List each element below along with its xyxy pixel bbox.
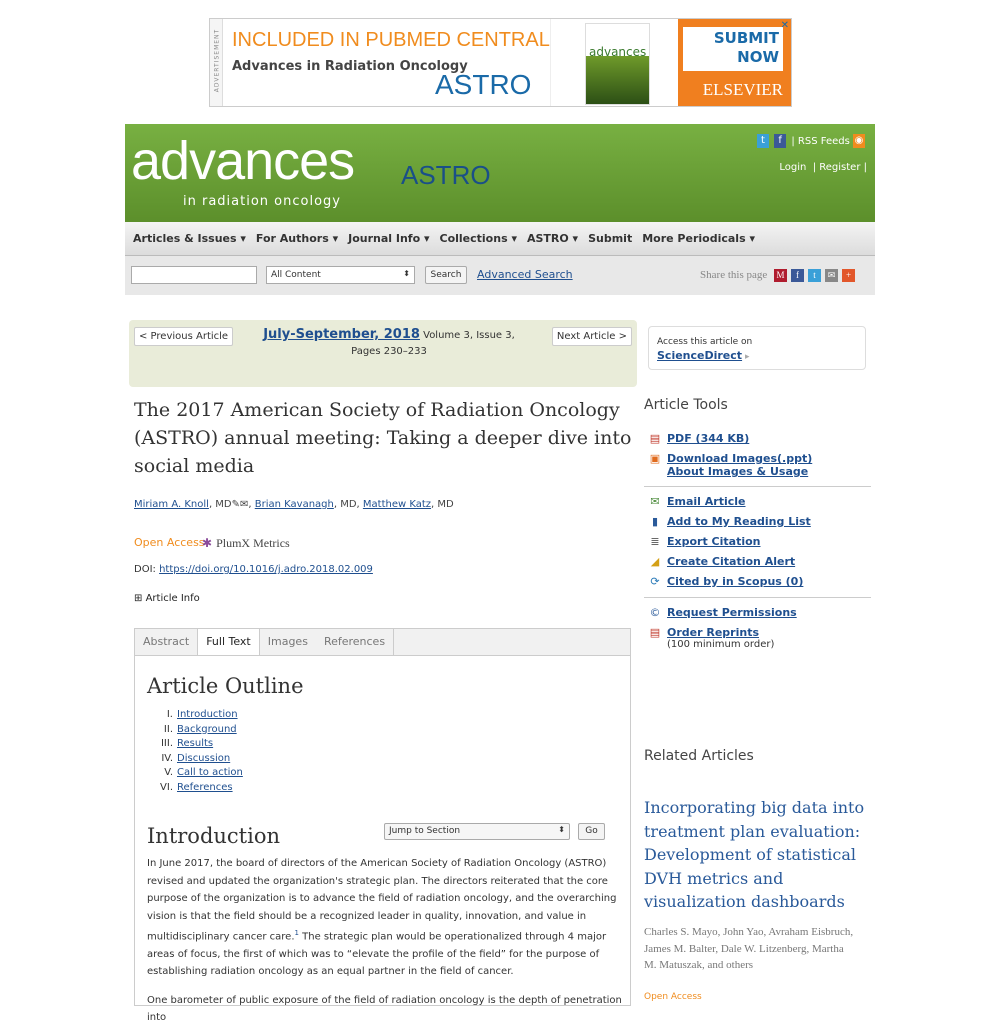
more-share-icon[interactable]: + [842,269,855,282]
bookmark-icon: ▮ [651,515,659,528]
search-button[interactable]: Search [425,266,467,284]
social-links: t f | RSS Feeds ◉ [757,134,867,148]
author-list: Miriam A. Knoll, MD✎✉, Brian Kavanagh, MD, Matthew Katz, MD [134,499,454,510]
pdf-link[interactable]: PDF (344 KB) [667,432,750,445]
ad-orange-panel [678,19,791,106]
nav-submit[interactable]: Submit [588,232,633,245]
tab-abstract[interactable]: Abstract [143,635,190,648]
ad-side-label: ADVERTISEMENT [210,19,223,106]
article-info-toggle[interactable]: ⊞ Article Info [134,593,200,604]
issue-info [259,327,519,360]
search-scope-select[interactable]: All Content ⬍ [266,266,415,284]
plumx-metrics-link[interactable]: ✱ PlumX Metrics [202,536,290,550]
permissions-icon: © [649,606,661,619]
sciencedirect-link[interactable]: ScienceDirect [657,349,743,362]
ppt-icon: ▣ [649,452,661,465]
ad-close-icon[interactable]: ✕ [780,20,789,31]
email-icon: ✉ [650,495,660,508]
twitter-share-icon[interactable]: t [808,269,821,282]
main-nav [125,222,875,256]
journal-logo-subtitle: in radiation oncology [183,194,341,209]
journal-header [125,124,875,222]
issue-date-link[interactable]: July-September, 2018 [263,327,420,342]
nav-journal-info[interactable]: Journal Info ▾ [348,232,430,245]
author-link[interactable]: Matthew Katz [362,499,432,510]
ad-submit-button[interactable]: SUBMIT NOW [683,27,783,71]
download-images-link[interactable]: Download Images(.ppt) [667,452,813,465]
jump-to-section-select[interactable]: Jump to Section ⬍ [384,823,570,840]
tab-images[interactable]: Images [267,635,308,648]
facebook-share-icon[interactable]: f [791,269,804,282]
outline-item: IV. Discussion [147,752,243,767]
outline-link[interactable]: References [177,781,233,793]
issue-volume: Volume 3, Issue 3, [423,330,515,341]
citation-alert-link[interactable]: Create Citation Alert [667,555,796,568]
issue-navigation [129,320,637,387]
previous-article-button[interactable]: < Previous Article [134,327,233,346]
outline-link[interactable]: Discussion [177,752,231,764]
related-open-access-badge: Open Access [644,992,702,1002]
chevron-right-icon: ▸ [744,352,750,362]
advertisement-banner[interactable] [209,18,792,107]
rss-icon[interactable]: ◉ [854,135,864,146]
order-reprints-link[interactable]: Order Reprints [667,626,760,639]
article-title: The 2017 American Society of Radiation Oncology (ASTRO) annual meeting: Taking a deeper dive into social media [134,399,632,477]
next-article-button[interactable]: Next Article > [552,327,632,346]
nav-more-periodicals[interactable]: More Periodicals ▾ [642,232,755,245]
mendeley-icon[interactable]: M [774,269,787,282]
ad-elsevier-logo: ELSEVIER [702,80,783,99]
ad-astro-logo: ASTRO [435,69,532,100]
doi: DOI: https://doi.org/10.1016/j.adro.2018.02.009 [134,564,373,575]
related-articles-heading: Related Articles [644,748,754,764]
email-share-icon[interactable]: ✉ [825,269,838,282]
scopus-icon: ⟳ [650,575,660,588]
outline-item: I. Introduction [147,708,243,723]
facebook-icon[interactable]: f [774,134,786,148]
article-tabs [134,628,631,656]
divider [644,486,871,487]
about-images-link[interactable]: About Images & Usage [667,465,809,478]
select-arrow-icon: ⬍ [558,825,565,834]
doi-link[interactable]: https://doi.org/10.1016/j.adro.2018.02.009 [159,564,373,575]
outline-link[interactable]: Background [177,723,237,735]
outline-link[interactable]: Results [177,738,214,750]
author-link[interactable]: Brian Kavanagh [254,499,334,510]
export-icon: ≣ [650,535,660,548]
alert-icon: ◢ [650,555,660,568]
ad-subtitle: Advances in Radiation Oncology [232,59,468,74]
outline-link[interactable]: Call to action [177,767,243,779]
open-access-badge: Open Access [134,536,205,549]
astro-logo[interactable]: ASTRO [401,160,491,190]
select-arrow-icon: ⬍ [403,269,410,278]
auth-links: Login | Register | [779,162,867,173]
article-tools: ▤ PDF (344 KB) ▣ Download Images(.ppt) About Images & Usage ✉ Email Article ▮ Add to My Reading List ≣ Export Citation ◢ Create Citation Alert ⟳ Cited by in Scopus (0) © Request Permissions ▤ Order Reprints (100 minimum order) [648,432,871,656]
ad-title: INCLUDED IN PUBMED CENTRAL [232,29,550,51]
reading-list-link[interactable]: Add to My Reading List [667,515,811,528]
email-article-link[interactable]: Email Article [667,495,746,508]
nav-articles-issues[interactable]: Articles & Issues ▾ [133,232,246,245]
author-link[interactable]: Miriam A. Knoll [134,499,209,510]
search-bar [125,256,875,295]
journal-logo[interactable]: advances [131,131,355,191]
search-input[interactable] [131,266,257,284]
expand-icon: ⊞ [134,593,143,604]
introduction-paragraph: One barometer of public exposure of the field of radiation oncology is the depth of penetration into [147,995,622,1023]
register-link[interactable]: Register [819,162,861,173]
introduction-heading: Introduction [147,824,280,848]
nav-for-authors[interactable]: For Authors ▾ [255,232,339,245]
related-article-title[interactable]: Incorporating big data into treatment plan evaluation: Development of statistical DVH metrics and visualization dashboards [644,798,865,911]
tab-references[interactable]: References [316,629,394,655]
twitter-icon[interactable]: t [757,134,769,148]
divider [644,597,871,598]
access-label: Access this article on [657,337,753,347]
article-outline [147,708,243,796]
outline-link[interactable]: Introduction [177,709,238,720]
nav-collections[interactable]: Collections ▾ [439,232,517,245]
request-permissions-link[interactable]: Request Permissions [667,606,797,619]
issue-pages: Pages 230–233 [351,346,427,357]
reference-link[interactable]: 1 [294,929,299,937]
sciencedirect-access-box [648,326,866,370]
outline-heading: Article Outline [147,674,304,698]
article-tools-heading: Article Tools [644,397,728,413]
full-text-panel [134,656,631,1023]
export-citation-link[interactable]: Export Citation [667,535,761,548]
login-link[interactable]: Login [779,162,807,173]
advanced-search-link[interactable]: Advanced Search [477,268,573,281]
rss-feeds-link[interactable]: RSS Feeds [797,136,850,147]
outline-item: V. Call to action [147,766,243,781]
outline-item: VI. References [147,781,243,796]
introduction-paragraph: In June 2017, the board of directors of the American Society of Radiation Oncology (ASTRO) revised and updated the organization's strategic plan. The directors reiterated that the core purpose of the organization is to advance the field of radiation oncology, and the overarching vision is that the field should be a recognized leader in quality, innovation, and value in multidisciplinary cancer care.$^1$ The strategic plan would be operationalized through 4 major areas of focus, the first of which was to “elevate the profile of the field” for the purpose of establishing radiation oncology as an equal partner in the field of cancer. [147,858,617,978]
cited-by-scopus-link[interactable]: Cited by in Scopus (0) [667,575,804,588]
ad-journal-cover: advances [550,19,678,106]
share-this-page: Share this page M f t ✉ + [700,269,855,282]
outline-item: II. Background [147,723,243,738]
nav-astro[interactable]: ASTRO ▾ [526,232,579,245]
pdf-icon: ▤ [649,432,661,445]
correspondence-icon[interactable]: ✎✉ [231,499,249,510]
related-article-authors: Charles S. Mayo, John Yao, Avraham Eisbruch, James M. Balter, Dale W. Litzenberg, Martha M. Matuszak, and others [644,926,854,972]
go-button[interactable]: Go [578,823,605,840]
plumx-icon: ✱ [202,536,213,550]
tab-full-text[interactable]: Full Text [197,629,260,655]
outline-item: III. Results [147,737,243,752]
reprints-icon: ▤ [649,626,661,639]
